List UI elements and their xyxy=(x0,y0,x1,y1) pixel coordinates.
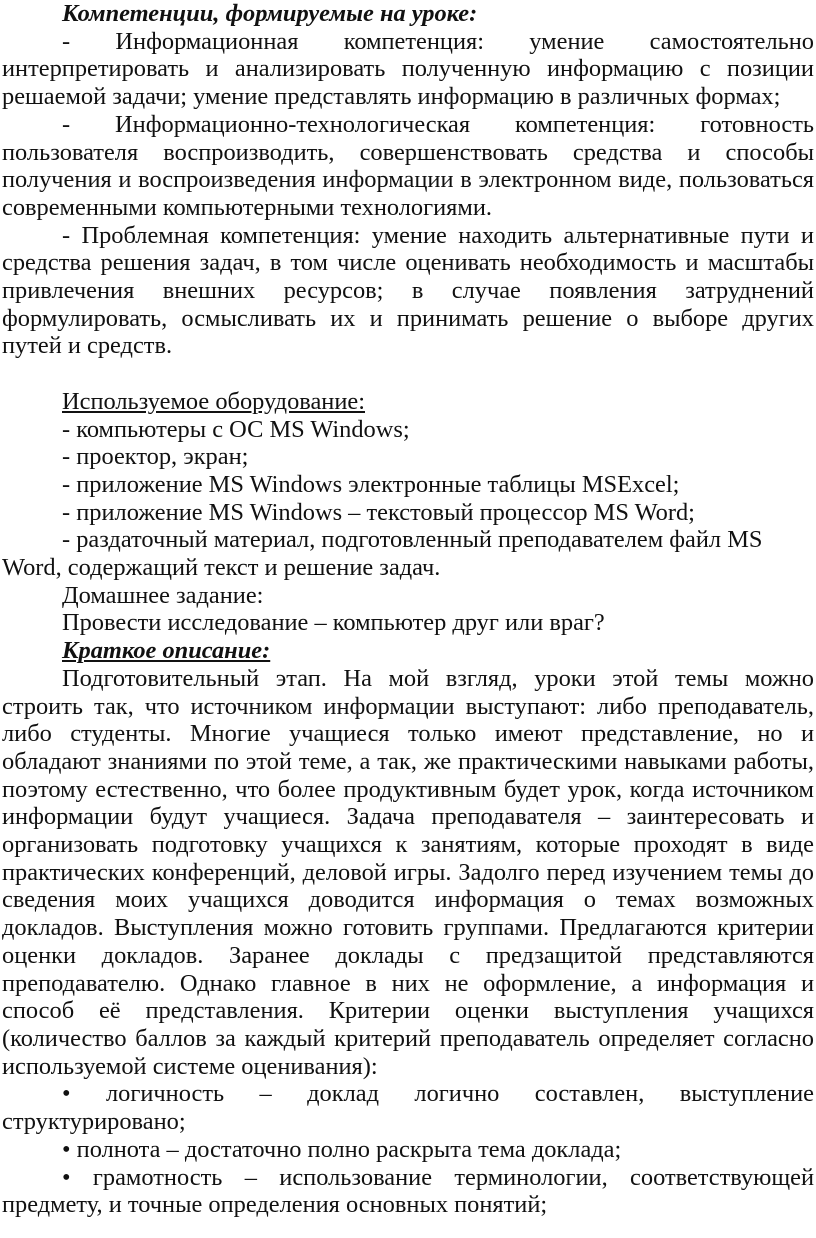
competencies-heading: Компетенции, формируемые на уроке: xyxy=(62,0,478,27)
equipment-item-handout: - раздаточный материал, подготовленный преподавателем файл MS Word, содержащий текст и решение задач. xyxy=(2,526,763,582)
equipment-heading xyxy=(2,388,814,416)
criterion-logic: • логичность – доклад логично составлен, выступление структурировано; xyxy=(2,1080,814,1136)
competency-problem: - Проблемная компетенция: умение находить альтернативные пути и средства решения задач, в том числе оценивать необходимость и масштабы привлечения внешних ресурсов; в случае появления затруднений формулировать, осмысливать их и принимать решение о выборе других путей и средств. xyxy=(2,221,814,360)
equipment-item-word: - приложение MS Windows – текстовый процессор MS Word; xyxy=(62,498,695,526)
summary-paragraph: Подготовительный этап. На мой взгляд, уроки этой темы можно строить так, что источником информации выступают: либо преподаватель, либо студенты. Многие учащиеся только имеют представление, но и обладают знаниями по этой теме, а так, же практическими навыками работы, поэтому естественно, что более продуктивным будет урок, когда источником информации будут учащиеся. Задача преподавателя – заинтересовать и организовать подготовку учащихся к занятиям, которые проходят в виде практических конференций, деловой игры. Задолго перед изучением темы до сведения моих учащихся доводится информация о темах возможных докладов. Выступления можно готовить группами. Предлагаются критерии оценки докладов. Заранее доклады с предзащитой представляются преподавателю. Однако главное в них не оформление, а информация и способ её представления. Критерии оценки выступления учащихся (количество баллов за каждый критерий преподаватель определяет согласно используемой системе оценивания): xyxy=(2,664,814,1080)
criterion-completeness: • полнота – достаточно полно раскрыта тема доклада; xyxy=(62,1135,622,1163)
equipment-item-computers: - компьютеры с ОС MS Windows; xyxy=(62,415,410,443)
summary-heading-text: Краткое описание: xyxy=(62,637,271,665)
homework-text: Провести исследование – компьютер друг или враг? xyxy=(62,609,605,637)
document-page xyxy=(2,0,814,1219)
summary-heading xyxy=(2,637,814,665)
equipment-item-projector: - проектор, экран; xyxy=(62,443,249,471)
competency-information: - Информационная компетенция: умение самостоятельно интерпретировать и анализировать полученную информацию с позиции решаемой задачи; умение представлять информацию в различных формах; xyxy=(2,27,814,111)
spacer xyxy=(2,360,814,388)
homework-label: Домашнее задание: xyxy=(62,581,264,609)
criterion-literacy: • грамотность – использование терминологии, соответствующей предмету, и точные определения основных понятий; xyxy=(2,1163,814,1219)
competency-it: - Информационно-технологическая компетенция: готовность пользователя воспроизводить, совершенствовать средства и способы получения и воспроизведения информации в электронном виде, пользоваться современными компьютерными технологиями. xyxy=(2,110,814,221)
equipment-item-excel: - приложение MS Windows электронные таблицы MSExcel; xyxy=(62,470,680,498)
equipment-heading-text: Используемое оборудование: xyxy=(62,387,365,415)
